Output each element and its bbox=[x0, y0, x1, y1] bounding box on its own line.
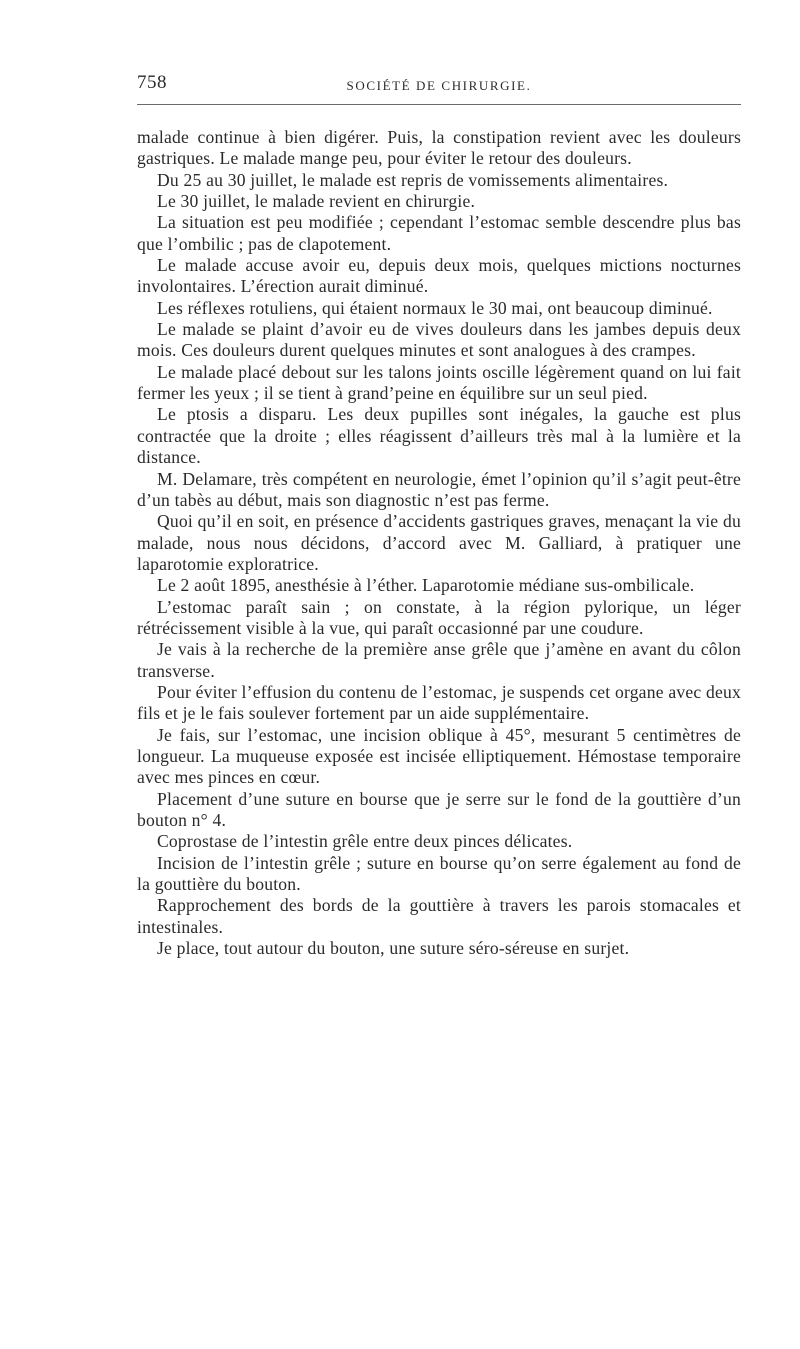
body-text bbox=[137, 127, 741, 959]
page-number: 758 bbox=[137, 72, 167, 93]
paragraph: Du 25 au 30 juillet, le malade est repris de vomissements alimentaires. bbox=[157, 169, 669, 190]
paragraph: Le ptosis a disparu. Les deux pupilles sont inégales, la gauche est plus contractée que la droite ; elles réagissent d’ailleurs très mal à la lumière et la distance. bbox=[137, 404, 741, 468]
header-rule bbox=[137, 104, 741, 105]
paragraph: Je place, tout autour du bouton, une suture séro-séreuse en surjet. bbox=[157, 938, 630, 959]
paragraph: Je vais à la recherche de la première anse grêle que j’amène en avant du côlon transverse. bbox=[137, 639, 741, 681]
paragraph: Je fais, sur l’estomac, une incision oblique à 45°, mesurant 5 centimètres de longueur. La muqueuse exposée est incisée elliptiquement. Hémostase temporaire avec mes pinces en cœur. bbox=[137, 724, 741, 788]
paragraph: Rapprochement des bords de la gouttière à travers les parois stomacales et intestinales. bbox=[137, 895, 741, 937]
page-header bbox=[137, 72, 741, 102]
paragraph: La situation est peu modifiée ; cependant l’estomac semble descendre plus bas que l’ombilic ; pas de clapotement. bbox=[137, 212, 741, 254]
paragraph: Quoi qu’il en soit, en présence d’accidents gastriques graves, menaçant la vie du malade, nous nous décidons, d’accord avec M. Galliard, à pratiquer une laparotomie exploratrice. bbox=[137, 511, 741, 574]
paragraph: Le malade placé debout sur les talons joints oscille légèrement quand on lui fait fermer les yeux ; il se tient à grand’peine en équilibre sur un seul pied. bbox=[137, 361, 741, 404]
paragraph: malade continue à bien digérer. Puis, la constipation revient avec les douleurs gastriques. Le malade mange peu, pour éviter le retour des douleurs. bbox=[137, 127, 741, 169]
paragraph: Les réflexes rotuliens, qui étaient normaux le 30 mai, ont beaucoup diminué. bbox=[157, 297, 713, 318]
paragraph: Placement d’une suture en bourse que je serre sur le fond de la gouttière d’un bouton n° 4. bbox=[137, 788, 741, 830]
paragraph: Le malade accuse avoir eu, depuis deux mois, quelques mictions nocturnes involontaires. L’érection aurait diminué. bbox=[137, 255, 741, 297]
running-head: SOCIÉTÉ DE CHIRURGIE. bbox=[346, 78, 532, 93]
paragraph: L’estomac paraît sain ; on constate, à la région pylorique, un léger rétrécissement visible à la vue, qui paraît occasionné par une coudure. bbox=[137, 596, 741, 638]
paragraph: Pour éviter l’effusion du contenu de l’estomac, je suspends cet organe avec deux fils et je le fais soulever fortement par un aide supplémentaire. bbox=[137, 681, 741, 724]
paragraph: M. Delamare, très compétent en neurologie, émet l’opinion qu’il s’agit peut-être d’un tabès au début, mais son diagnostic n’est pas ferme. bbox=[137, 468, 741, 510]
paragraph: Coprostase de l’intestin grêle entre deux pinces délicates. bbox=[157, 831, 573, 852]
paragraph: Le 2 août 1895, anesthésie à l’éther. Laparotomie médiane sus-ombilicale. bbox=[157, 575, 695, 596]
paragraph: Le 30 juillet, le malade revient en chirurgie. bbox=[157, 191, 476, 212]
paragraph: Incision de l’intestin grêle ; suture en bourse qu’on serre également au fond de la gouttière du bouton. bbox=[137, 852, 741, 895]
paragraph: Le malade se plaint d’avoir eu de vives douleurs dans les jambes depuis deux mois. Ces douleurs durent quelques minutes et sont analogues à des crampes. bbox=[137, 319, 741, 361]
